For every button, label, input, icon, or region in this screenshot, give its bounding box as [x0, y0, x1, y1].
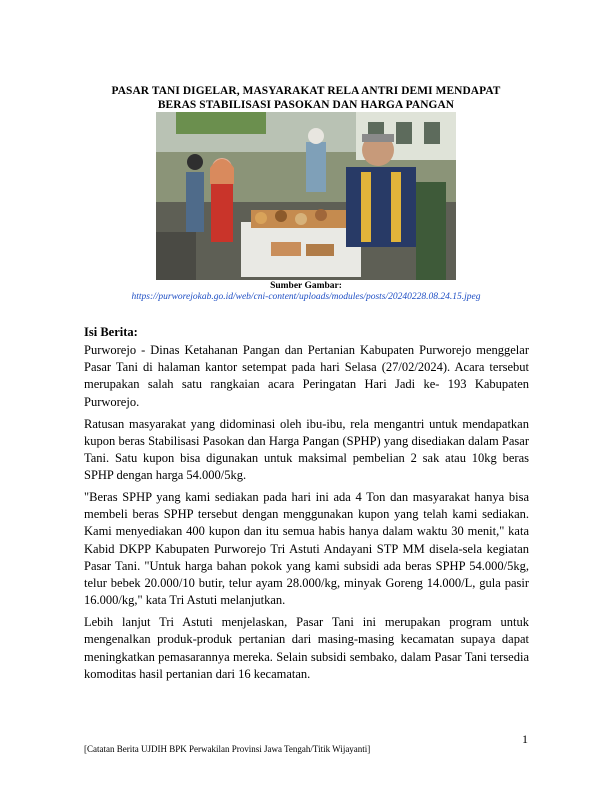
news-photo	[156, 112, 456, 280]
paragraph-1: Purworejo - Dinas Ketahanan Pangan dan Pertanian Kabupaten Purworejo menggelar Pasar Tani di halaman kantor setempat pada hari Selasa (27/02/2024). Acara tersebut merupakan salah satu rangkaian acara Peringatan Hari Jadi ke- 193 Kabupaten Purworejo.	[84, 343, 529, 409]
market-scene-illustration	[156, 112, 456, 280]
paragraph-4: Lebih lanjut Tri Astuti menjelaskan, Pasar Tani ini merupakan program untuk mengenalkan produk-produk pertanian dari masing-masing kecamatan supaya dapat meningkatkan pemasarannya mereka. Selain subsidi sembako, dalam Pasar Tani tersedia komoditas hasil pertanian dari 16 kecamatan.	[84, 615, 529, 681]
title-line-1: PASAR TANI DIGELAR, MASYARAKAT RELA ANTRI DEMI MENDAPAT	[111, 85, 501, 97]
title-line-2: BERAS STABILISASI PASOKAN DAN HARGA PANGAN	[157, 99, 455, 111]
paragraph-2: Ratusan masyarakat yang didominasi oleh ibu-ibu, rela mengantri untuk mendapatkan kupon beras Stabilisasi Pasokan dan Harga Pangan (SPHP) yang disediakan dalam Pasar Tani. Satu kupon bisa digunakan untuk maksimal pembelian 2 sak atau 10kg beras SPHP dengan harga 54.000/5kg.	[84, 416, 529, 483]
page-number: 1	[522, 732, 528, 746]
document-title	[60, 84, 552, 112]
image-caption-label: Sumber Gambar:	[270, 281, 342, 291]
footer-note: [Catatan Berita UJDIH BPK Perwakilan Provinsi Jawa Tengah/Titik Wijayanti]	[84, 744, 371, 754]
image-source-link[interactable]: https://purworejokab.go.id/web/cni-content/uploads/modules/posts/20240228.08.24.15.jpeg	[131, 292, 481, 302]
article-body	[84, 342, 529, 688]
paragraph-3: "Beras SPHP yang kami sediakan pada hari ini ada 4 Ton dan masyarakat hanya bisa membeli beras SPHP tersebut dengan menggunakan kupon yang telah kami sediakan. Kami menyediakan 400 kupon dan itu semua habis hanya dalam waktu 30 menit," kata Kabid DKPP Kabupaten Purworejo Tri Astuti Andayani STP MM disela-sela kegiatan Pasar Tani. "Untuk harga bahan pokok yang kami subsidi ada beras SPHP 54.000/5kg, telur bebek 20.000/10 butir, telur ayam 28.000/kg, minyak Goreng 14.000/L, gula pasir 16.000/kg," kata Tri Astuti melanjutkan.	[84, 490, 529, 608]
section-heading: Isi Berita:	[84, 325, 138, 339]
